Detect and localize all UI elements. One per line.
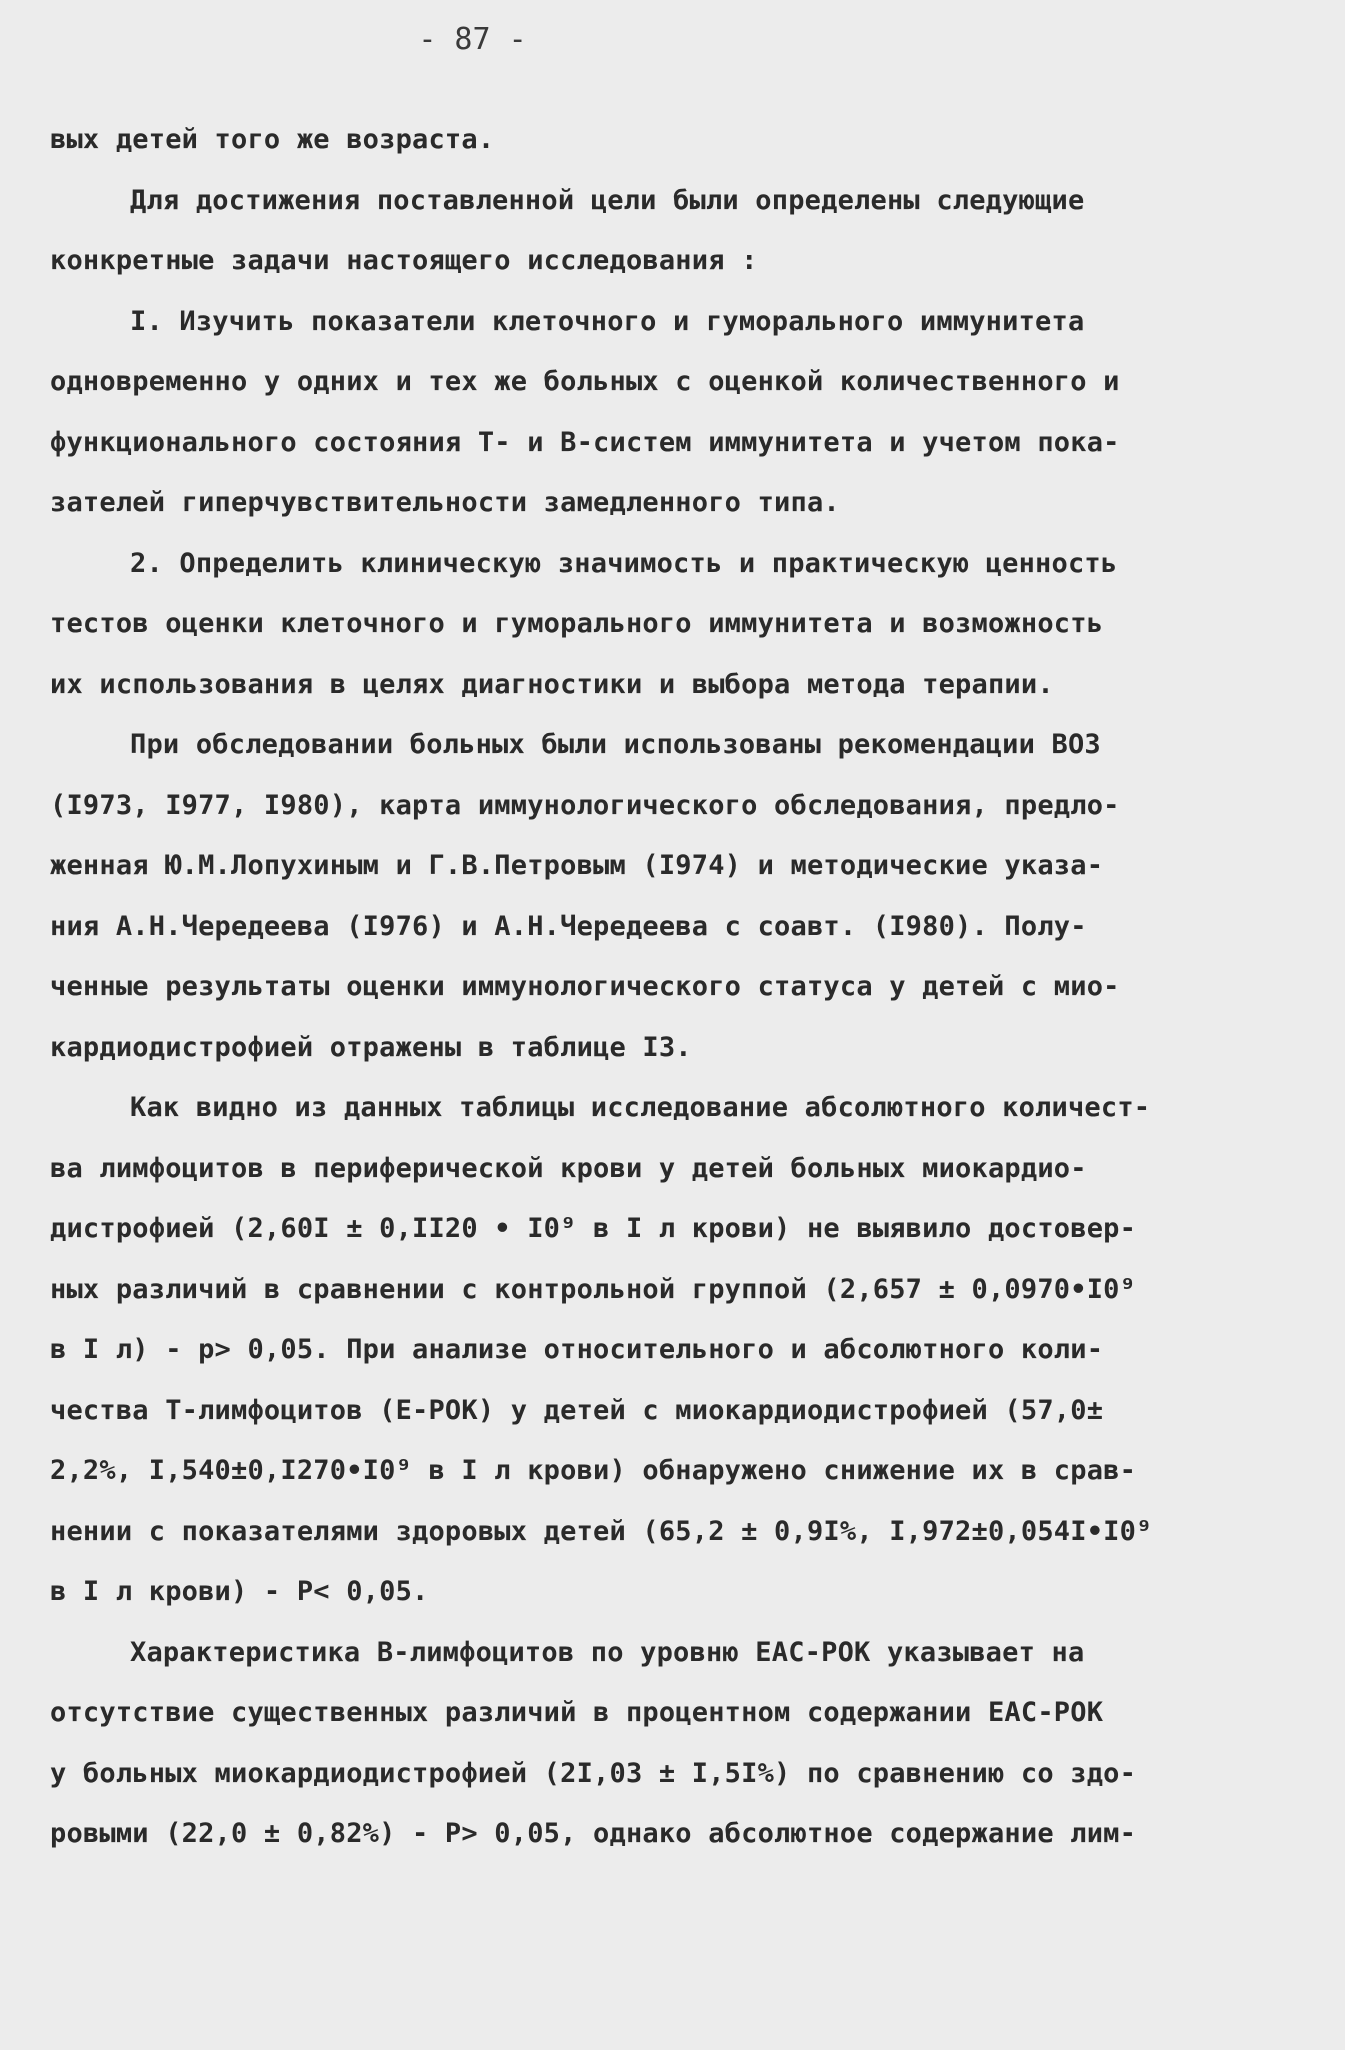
- text-line: I. Изучить показатели клеточного и гуморального иммунитета: [130, 305, 1085, 337]
- text-line: в I л) - p> 0,05. При анализе относительного и абсолютного коли-: [50, 1334, 1104, 1365]
- text-line: отсутствие существенных различий в процентном содержании ЕАС-РОК: [50, 1697, 1104, 1728]
- text-line: конкретные задачи настоящего исследования :: [50, 245, 758, 276]
- text-line: у больных миокардиодистрофией (2I,03 ± I,5I%) по сравнению со здо-: [50, 1757, 1137, 1789]
- text-line: одновременно у одних и тех же больных с оценкой количественного и: [50, 366, 1120, 397]
- text-line: ния А.Н.Чередеева (I976) и А.Н.Чередеева с соавт. (I980). Полу-: [50, 910, 1087, 942]
- text-line: ченные результаты оценки иммунологического статуса у детей с мио-: [50, 971, 1120, 1002]
- text-line: чества Т-лимфоцитов (Е-РОК) у детей с миокардиодистрофией (57,0±: [50, 1394, 1104, 1426]
- text-line: Характеристика В-лимфоцитов по уровню ЕАС-РОК указывает на: [130, 1636, 1085, 1668]
- text-line: тестов оценки клеточного и гуморального иммунитета и возможность: [50, 608, 1104, 639]
- text-line: в I л крови) - P< 0,05.: [50, 1576, 429, 1607]
- body-text: [50, 110, 1290, 1865]
- text-line: ва лимфоцитов в периферической крови у детей больных миокардио-: [50, 1152, 1087, 1184]
- text-line: (I973, I977, I980), карта иммунологического обследования, предло-: [50, 789, 1120, 821]
- text-line: их использования в целях диагностики и выбора метода терапии.: [50, 668, 1054, 700]
- text-line: кардиодистрофией отражены в таблице I3.: [50, 1031, 692, 1063]
- text-line: зателей гиперчувствительности замедленного типа.: [50, 487, 840, 518]
- text-line: При обследовании больных были использованы рекомендации ВОЗ: [130, 729, 1101, 760]
- text-line: вых детей того же возраста.: [50, 124, 495, 155]
- page-number: - 87 -: [418, 22, 527, 57]
- text-line: Как видно из данных таблицы исследование абсолютного количест-: [130, 1092, 1151, 1123]
- text-line: дистрофией (2,60I ± 0,II20 • I0⁹ в I л крови) не выявило достовер-: [50, 1213, 1137, 1244]
- text-line: функционального состояния Т- и В-систем иммунитета и учетом пока-: [50, 426, 1120, 458]
- text-line: 2,2%, I,540±0,I270•I0⁹ в I л крови) обнаружено снижение их в срав-: [50, 1455, 1137, 1486]
- text-line: ных различий в сравнении с контрольной группой (2,657 ± 0,0970•I0⁹: [50, 1273, 1137, 1305]
- text-line: Для достижения поставленной цели были определены следующие: [130, 184, 1085, 216]
- text-line: ровыми (22,0 ± 0,82%) - P> 0,05, однако абсолютное содержание лим-: [50, 1818, 1137, 1849]
- text-line: 2. Определить клиническую значимость и практическую ценность: [130, 547, 1118, 579]
- text-line: нении с показателями здоровых детей (65,2 ± 0,9I%, I,972±0,054I•I0⁹: [50, 1515, 1153, 1547]
- text-line: женная Ю.М.Лопухиным и Г.В.Петровым (I974) и методические указа-: [50, 850, 1104, 881]
